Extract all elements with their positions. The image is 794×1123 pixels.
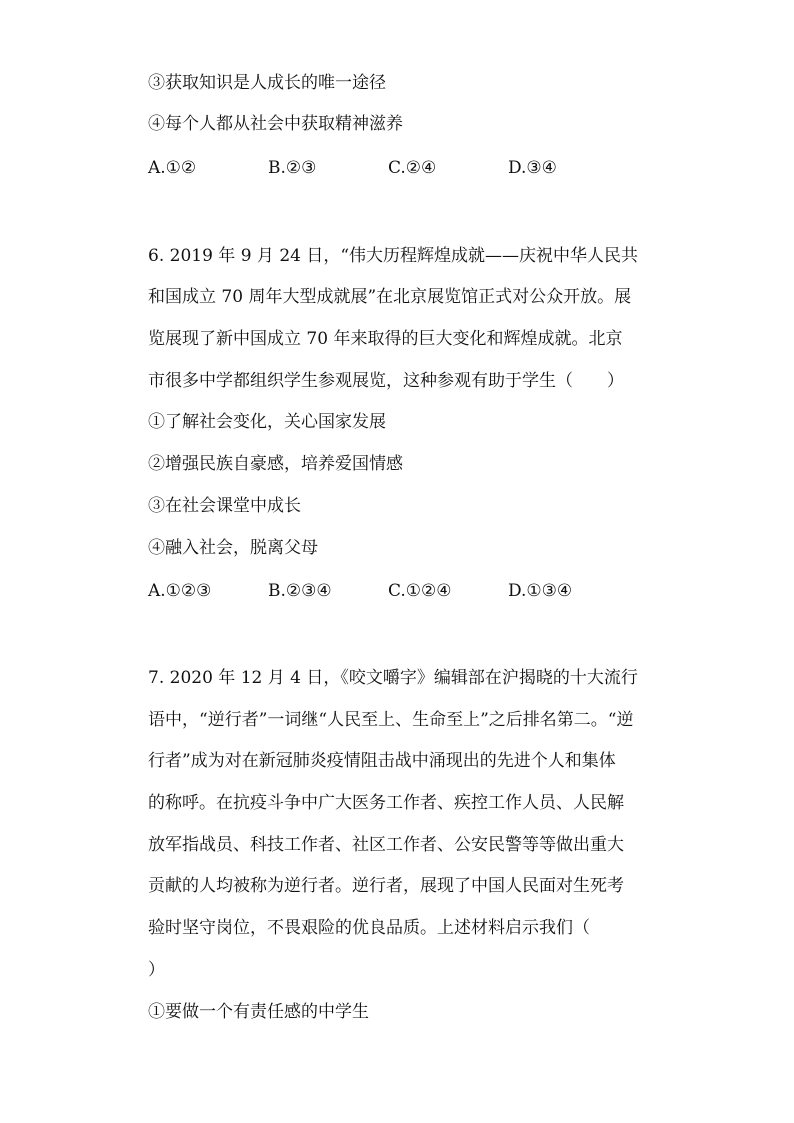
q6-stem-line-2: 和国成立 70 周年大型成就展”在北京展览馆正式对公众开放。展 — [148, 287, 632, 307]
q7-stem-line-7: 验时坚守岗位，不畏艰险的优良品质。上述材料启示我们（ — [148, 918, 590, 938]
q6-option-c: C.①②④ — [388, 581, 452, 601]
q5-option-d: D.③④ — [508, 158, 557, 178]
q7-stem-line-2: 语中，“逆行者”一词继“人民至上、生命至上”之后排名第二。“逆 — [148, 710, 634, 730]
q6-stem-line-3: 览展现了新中国成立 70 年来取得的巨大变化和辉煌成就。北京 — [148, 329, 623, 349]
q5-option-a: A.①② — [148, 158, 197, 178]
q7-stem-line-6: 贡献的人均被称为逆行者。逆行者，展现了中国人民面对生死考 — [148, 876, 624, 896]
q6-option-b: B.②③④ — [268, 581, 332, 601]
q6-option-a: A.①②③ — [148, 581, 212, 601]
q7-stem-line-4: 的称呼。在抗疫斗争中广大医务工作者、疾控工作人员、人民解 — [148, 793, 624, 813]
q5-item-3: ③获取知识是人成长的唯一途径 — [148, 73, 386, 93]
q6-item-4: ④融入社会，脱离父母 — [148, 538, 318, 558]
q6-stem-line-1: 6. 2019 年 9 月 24 日，“伟大历程辉煌成就——庆祝中华人民共 — [148, 246, 639, 266]
q6-item-1: ①了解社会变化，关心国家发展 — [148, 412, 386, 432]
q7-stem-line-8: ） — [148, 960, 165, 980]
q7-stem-line-5: 放军指战员、科技工作者、社区工作者、公安民警等等做出重大 — [148, 835, 624, 855]
q5-option-c: C.②④ — [388, 158, 437, 178]
q5-option-b: B.②③ — [268, 158, 317, 178]
q6-option-d: D.①③④ — [508, 581, 573, 601]
q7-item-1: ①要做一个有责任感的中学生 — [148, 1002, 369, 1022]
q6-stem-line-4: 市很多中学都组织学生参观展览，这种参观有助于学生（ ） — [148, 371, 624, 391]
q7-stem-line-1: 7. 2020 年 12 月 4 日，《咬文嚼字》编辑部在沪揭晓的十大流行 — [148, 668, 638, 688]
q7-stem-line-3: 行者”成为对在新冠肺炎疫情阻击战中涌现出的先进个人和集体 — [148, 751, 616, 771]
q6-item-2: ②增强民族自豪感，培养爱国情感 — [148, 454, 403, 474]
q6-item-3: ③在社会课堂中成长 — [148, 496, 301, 516]
q5-item-4: ④每个人都从社会中获取精神滋养 — [148, 114, 403, 134]
